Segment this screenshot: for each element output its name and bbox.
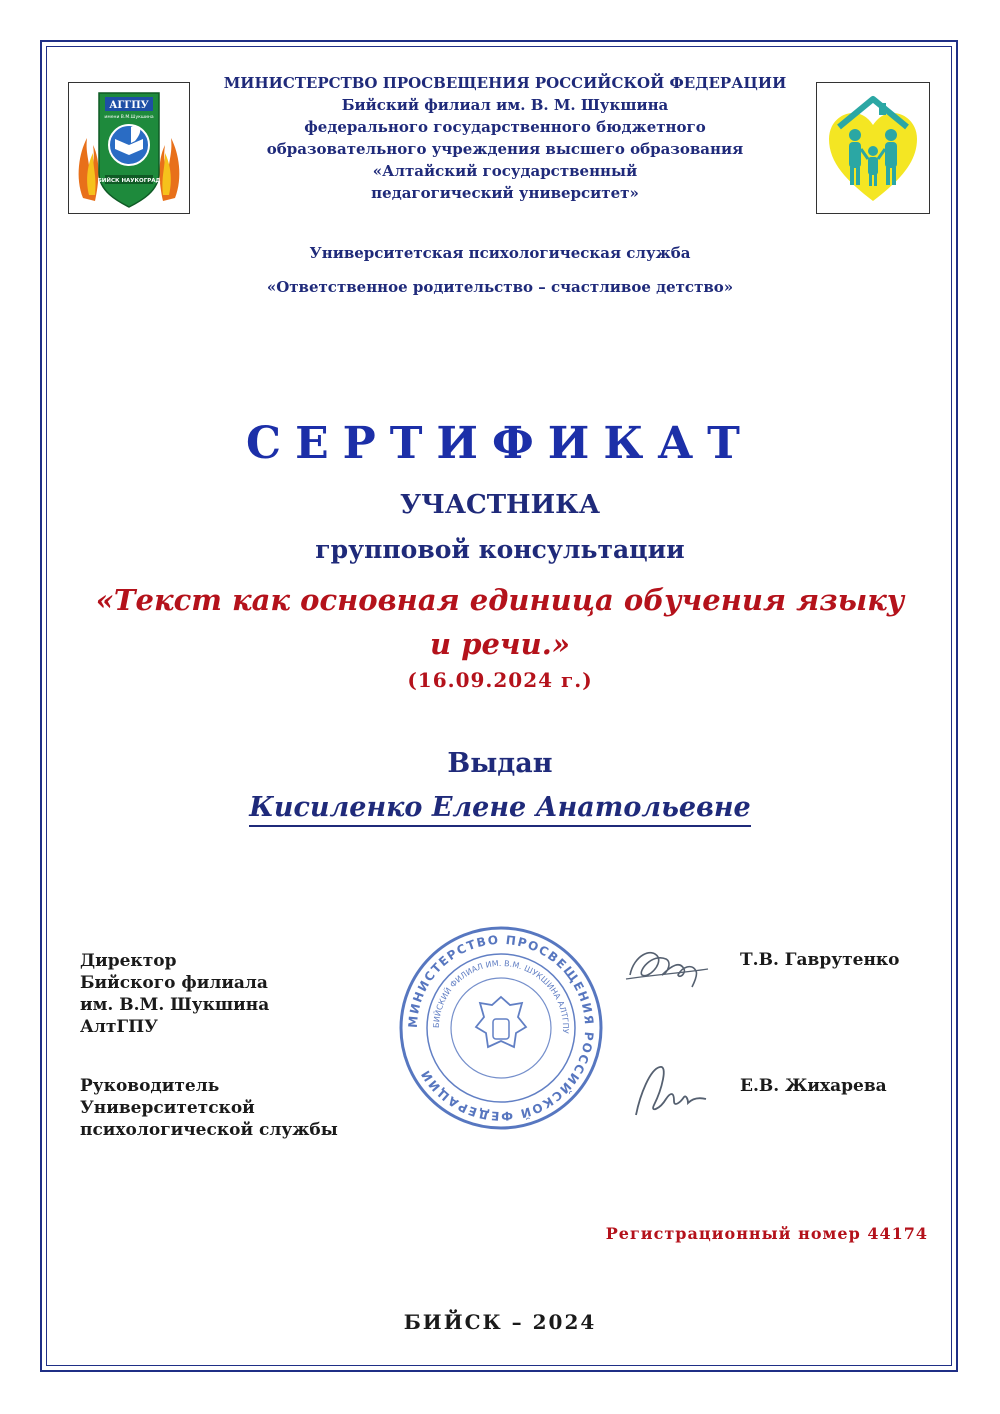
topic-line-2: и речи.»	[430, 627, 570, 661]
certificate-subtitle-consultation: групповой консультации	[315, 535, 685, 564]
city-year: БИЙСК – 2024	[403, 1310, 597, 1334]
recipient-name-wrapper	[0, 792, 1000, 823]
family-heart-icon	[817, 83, 929, 213]
service-block	[150, 236, 850, 304]
university-emblem-icon	[69, 83, 189, 213]
topic-line-1: «Текст как основная единица обучения языку	[95, 583, 905, 617]
header-line-university-2: педагогический университет»	[371, 184, 639, 202]
header-line-ministry: МИНИСТЕРСТВО ПРОСВЕЩЕНИЯ РОССИЙСКОЙ ФЕДЕРАЦИИ	[223, 74, 787, 92]
head-title	[80, 1075, 338, 1141]
director-signature-icon	[622, 935, 712, 995]
director-title-line-4: АлтГПУ	[80, 1017, 158, 1037]
service-name: Университетская психологическая служба	[309, 244, 691, 262]
university-logo	[68, 82, 190, 214]
head-title-line-3: психологической службы	[80, 1120, 338, 1140]
stamp-inner-text: БИЙСКИЙ ФИЛИАЛ ИМ. В.М. ШУКШИНА АЛТГПУ	[431, 958, 571, 1034]
director-title	[80, 950, 269, 1038]
certificate-title: СЕРТИФИКАТ	[246, 418, 754, 469]
logo-text-small: имени В.М.Шукшина	[104, 115, 154, 120]
consultation-topic	[70, 578, 930, 666]
head-name: Е.В. Жихарева	[740, 1076, 887, 1096]
header-line-federal: федерального государственного бюджетного	[304, 118, 706, 136]
header-line-university-1: «Алтайский государственный	[372, 162, 638, 180]
head-signature-icon	[626, 1055, 718, 1130]
official-stamp-icon	[398, 925, 604, 1131]
family-logo	[816, 82, 930, 214]
service-program: «Ответственное родительство – счастливое детство»	[266, 278, 734, 296]
institution-header	[200, 72, 810, 204]
head-title-line-2: Университетской	[80, 1098, 255, 1118]
director-title-line-2: Бийского филиала	[80, 973, 268, 993]
stamp-ring-text: МИНИСТЕРСТВО ПРОСВЕЩЕНИЯ РОССИЙСКОЙ ФЕДЕРАЦИИ	[405, 932, 597, 1124]
registration-number: Регистрационный номер 44174	[605, 1224, 928, 1243]
head-title-line-1: Руководитель	[80, 1076, 220, 1096]
header-line-education: образовательного учреждения высшего образования	[266, 140, 744, 158]
issued-label: Выдан	[447, 748, 553, 779]
certificate-subtitle-participant: УЧАСТНИКА	[399, 490, 600, 520]
director-title-line-3: им. В.М. Шукшина	[80, 995, 270, 1015]
director-name: Т.В. Гаврутенко	[740, 950, 900, 970]
header-line-branch: Бийский филиал им. В. М. Шукшина	[341, 96, 669, 114]
director-title-line-1: Директор	[80, 951, 177, 971]
logo-text-bottom: БИЙСК НАУКОГРАД	[97, 178, 161, 184]
event-date: (16.09.2024 г.)	[407, 668, 593, 692]
recipient-name: Кисиленко Елене Анатольевне	[249, 792, 750, 827]
logo-text-top: АГГПУ	[109, 100, 149, 111]
